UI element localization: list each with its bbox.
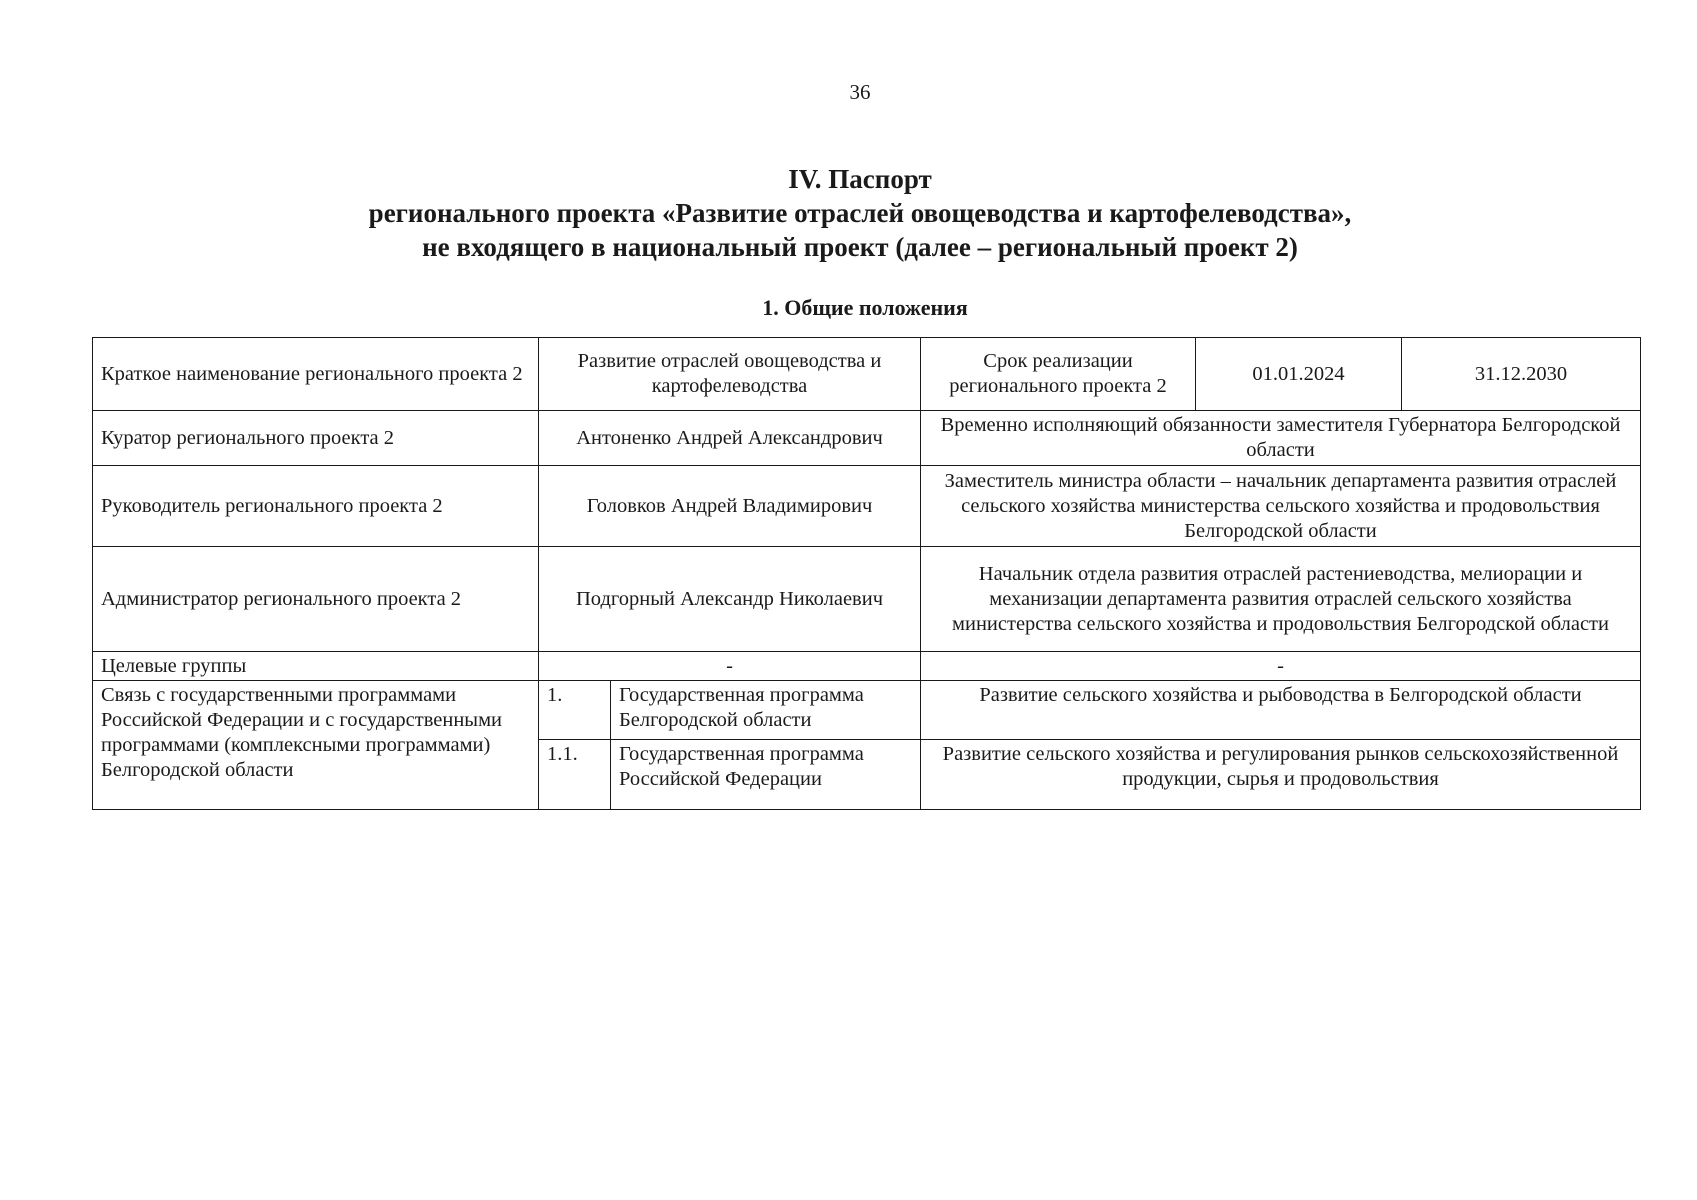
short-name-label: Краткое наименование регионального проекта 2 <box>93 338 539 411</box>
target-groups-value-1: - <box>539 652 921 681</box>
table-row-curator <box>93 411 1641 466</box>
program-type: Государственная программа Российской Федерации <box>611 740 921 810</box>
curator-label: Куратор регионального проекта 2 <box>93 411 539 466</box>
title-line-2: регионального проекта «Развитие отраслей овощеводства и картофелеводства», <box>368 198 1352 228</box>
program-name: Развитие сельского хозяйства и рыбоводства в Белгородской области <box>921 681 1641 740</box>
target-groups-value-2: - <box>921 652 1641 681</box>
title-line-1: IV. Паспорт <box>788 164 932 194</box>
target-groups-label: Целевые группы <box>93 652 539 681</box>
table-row-short-name <box>93 338 1641 411</box>
short-name-value: Развитие отраслей овощеводства и картофелеводства <box>539 338 921 411</box>
table-row-program-1 <box>93 681 1641 740</box>
head-label: Руководитель регионального проекта 2 <box>93 466 539 547</box>
end-date: 31.12.2030 <box>1402 338 1641 411</box>
table-row-target-groups <box>93 652 1641 681</box>
section-title: 1. Общие положения <box>762 295 968 320</box>
head-position: Заместитель министра области – начальник департамента развития отраслей сельского хозяйства министерства сельского хозяйства и продовольствия Белгородской области <box>921 466 1641 547</box>
page-number: 36 <box>849 80 871 104</box>
title-line-3: не входящего в национальный проект (далее – региональный проект 2) <box>422 232 1298 262</box>
program-type: Государственная программа Белгородской области <box>611 681 921 740</box>
curator-position: Временно исполняющий обязанности заместителя Губернатора Белгородской области <box>921 411 1641 466</box>
term-label: Срок реализации регионального проекта 2 <box>921 338 1196 411</box>
program-number: 1. <box>539 681 611 740</box>
passport-table <box>92 337 1641 810</box>
program-number: 1.1. <box>539 740 611 810</box>
administrator-position: Начальник отдела развития отраслей растениеводства, мелиорации и механизации департамента развития отраслей сельского хозяйства министерства сельского хозяйства и продовольствия Белгородской области <box>921 547 1641 652</box>
start-date: 01.01.2024 <box>1196 338 1402 411</box>
curator-name: Антоненко Андрей Александрович <box>539 411 921 466</box>
document-title <box>0 162 1697 264</box>
administrator-label: Администратор регионального проекта 2 <box>93 547 539 652</box>
administrator-name: Подгорный Александр Николаевич <box>539 547 921 652</box>
program-name: Развитие сельского хозяйства и регулирования рынков сельскохозяйственной продукции, сырья и продовольствия <box>921 740 1641 810</box>
programs-label: Связь с государственными программами Российской Федерации и с государственными программами (комплексными программами) Белгородской области <box>93 681 539 810</box>
table-row-head <box>93 466 1641 547</box>
head-name: Головков Андрей Владимирович <box>539 466 921 547</box>
table-row-administrator <box>93 547 1641 652</box>
